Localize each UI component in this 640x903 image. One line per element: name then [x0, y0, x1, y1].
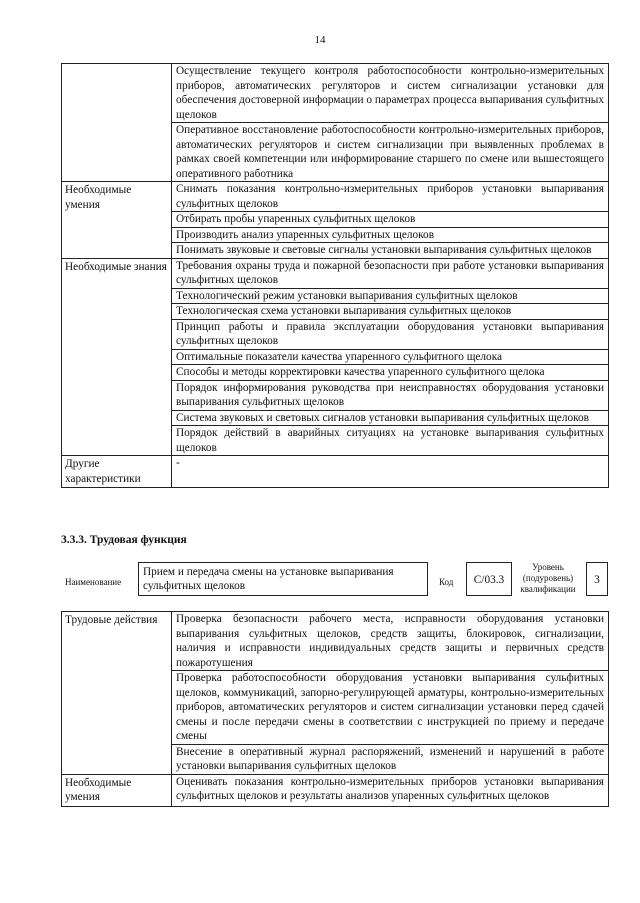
page-number: 14	[314, 34, 326, 46]
row-item: Порядок информирования руководства при неисправностях оборудования установки выпаривания сульфитных щелоков	[172, 380, 609, 410]
level-label: Уровень (подуровень) квалификации	[520, 562, 576, 594]
section-title: 3.3.3. Трудовая функция	[61, 534, 187, 546]
row-item: Проверка работоспособности оборудования установки выпаривания сульфитных щелоков, коммуникаций, запорно-регулирующей арматуры, контрольно-измерительных приборов, автоматических регуляторов и систем сигнализации установки перед сдачей смены и после передачи смены в соответствии с инструкцией по приему и передаче смены	[172, 671, 609, 745]
table-row	[62, 258, 609, 288]
row-item: Производить анализ упаренных сульфитных щелоков	[172, 227, 609, 243]
row-item: Осуществление текущего контроля работоспособности контрольно-измерительных приборов, автоматических регуляторов и систем сигнализации установки для обеспечения достоверной информации о параметрах процесса выпаривания сульфитных щелоков	[172, 64, 609, 123]
function-header	[61, 562, 611, 598]
row-item: Отбирать пробы упаренных сульфитных щелоков	[172, 212, 609, 228]
row-item: Оперативное восстановление работоспособности контрольно-измерительных приборов, автоматических регуляторов и систем сигнализации при выявленных проблемах в рамках своей компетенции или информирование старшего по смене или вышестоящего оперативного работника	[172, 123, 609, 182]
row-label	[62, 64, 172, 182]
row-item: -	[172, 456, 609, 488]
row-label: Необходимые умения	[62, 182, 172, 259]
row-label: Необходимые знания	[62, 258, 172, 456]
row-item: Порядок действий в аварийных ситуациях на установке выпаривания сульфитных щелоков	[172, 426, 609, 456]
competency-table-2	[61, 611, 609, 807]
row-item: Внесение в оперативный журнал распоряжений, изменений и нарушений в работе установки выпаривания сульфитных щелоков	[172, 744, 609, 774]
qualification-level: 3	[586, 562, 608, 596]
row-item: Технологический режим установки выпаривания сульфитных щелоков	[172, 288, 609, 304]
row-item: Принцип работы и правила эксплуатации оборудования установки выпаривания сульфитных щелоков	[172, 319, 609, 349]
table-row	[62, 612, 609, 671]
row-item: Способы и методы корректировки качества упаренного сульфитного щелока	[172, 365, 609, 381]
row-item: Требования охраны труда и пожарной безопасности при работе установки выпаривания сульфитных щелоков	[172, 258, 609, 288]
function-name: Прием и передача смены на установке выпаривания сульфитных щелоков	[138, 562, 428, 596]
table-row	[62, 64, 609, 123]
row-item: Оптимальные показатели качества упаренного сульфитного щелока	[172, 349, 609, 365]
name-label: Наименование	[65, 577, 122, 587]
row-label: Трудовые действия	[62, 612, 172, 775]
row-item: Проверка безопасности рабочего места, исправности оборудования установки выпаривания сульфитных щелоков, средств защиты, блокировок, сигнализации, наличия и исправности индивидуальных средств защиты и первичных средств пожаротушения	[172, 612, 609, 671]
table-row	[62, 456, 609, 488]
table-row	[62, 182, 609, 212]
row-item: Понимать звуковые и световые сигналы установки выпаривания сульфитных щелоков	[172, 243, 609, 259]
row-item: Система звуковых и световых сигналов установки выпаривания сульфитных щелоков	[172, 410, 609, 426]
code-label: Код	[439, 577, 454, 587]
row-item: Снимать показания контрольно-измерительных приборов установки выпаривания сульфитных щелоков	[172, 182, 609, 212]
row-item: Оценивать показания контрольно-измерительных приборов установки выпаривания сульфитных щелоков и результаты анализов упаренных сульфитных щелоков	[172, 774, 609, 806]
competency-table-1	[61, 63, 609, 488]
table-row	[62, 774, 609, 806]
row-label: Другие характеристики	[62, 456, 172, 488]
row-label: Необходимые умения	[62, 774, 172, 806]
row-item: Технологическая схема установки выпаривания сульфитных щелоков	[172, 304, 609, 320]
function-code: C/03.3	[466, 562, 512, 596]
